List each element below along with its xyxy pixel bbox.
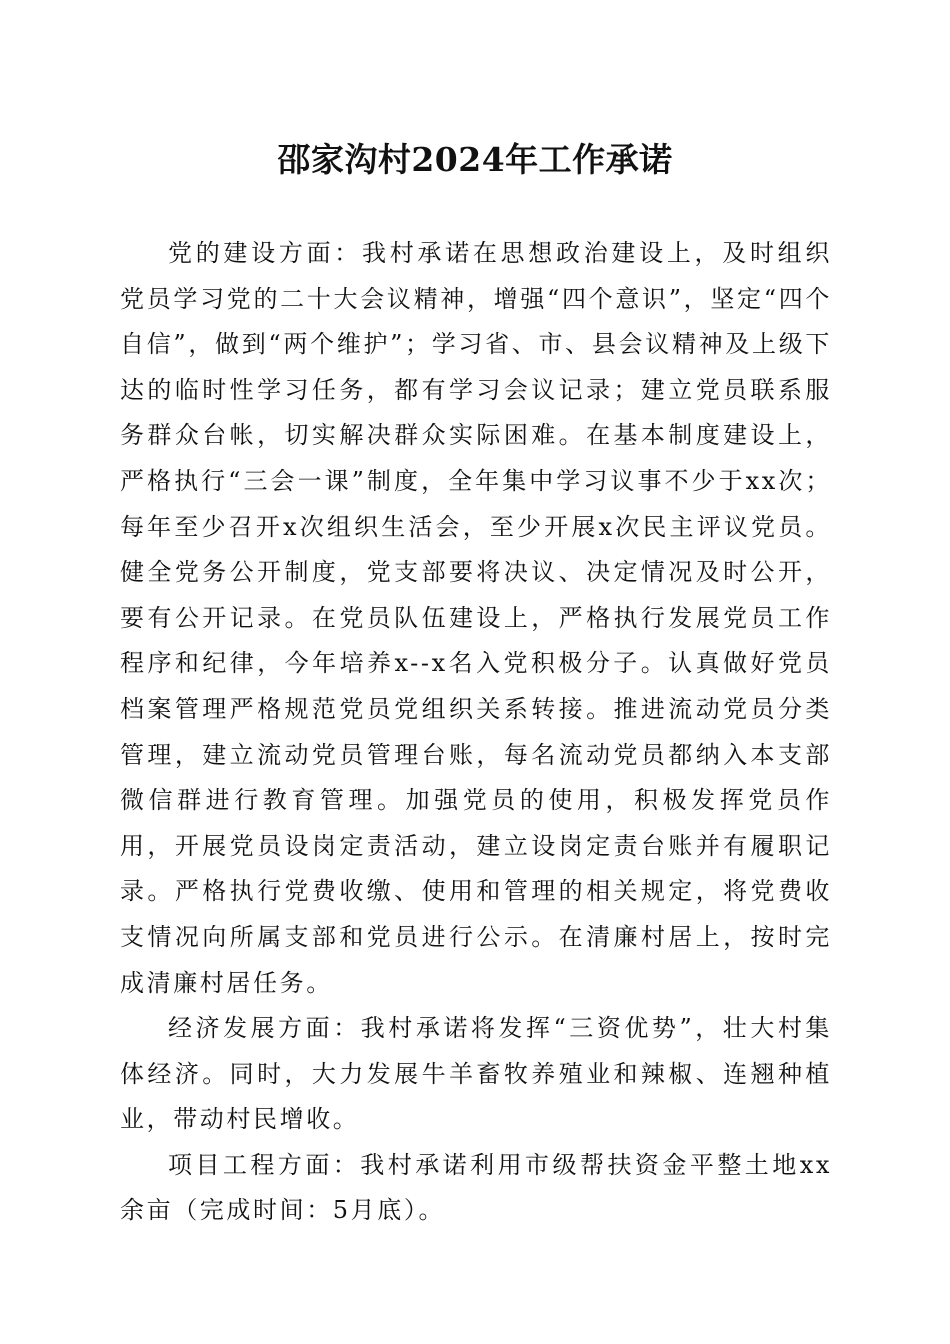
- document-body: [120, 231, 832, 1234]
- document-title: 邵家沟村2024年工作承诺: [277, 140, 673, 179]
- paragraph-project-engineering: 项目工程方面：我村承诺利用市级帮扶资金平整土地xx余亩（完成时间：5月底）。: [120, 1150, 832, 1225]
- paragraph-economic-development: 经济发展方面：我村承诺将发挥“三资优势”，壮大村集体经济。同时，大力发展牛羊畜牧养殖业和辣椒、连翘种植业，带动村民增收。: [120, 1014, 832, 1134]
- paragraph-party-building: 党的建设方面：我村承诺在思想政治建设上，及时组织党员学习党的二十大会议精神，增强“四个意识”，坚定“四个自信”，做到“两个维护”；学习省、市、县会议精神及上级下达的临时性学习任务，都有学习会议记录；建立党员联系服务群众台帐，切实解决群众实际困难。在基本制度建设上，严格执行“三会一课”制度，全年集中学习议事不少于xx次；每年至少召开x次组织生活会，至少开展x次民主评议党员。健全党务公开制度，党支部要将决议、决定情况及时公开，要有公开记录。在党员队伍建设上，严格执行发展党员工作程序和纪律，今年培养x--x名入党积极分子。认真做好党员档案管理严格规范党员党组织关系转接。推进流动党员分类管理，建立流动党员管理台账，每名流动党员都纳入本支部微信群进行教育管理。加强党员的使用，积极发挥党员作用，开展党员设岗定责活动，建立设岗定责台账并有履职记录。严格执行党费收缴、使用和管理的相关规定，将党费收支情况向所属支部和党员进行公示。在清廉村居上，按时完成清廉村居任务。: [120, 239, 832, 997]
